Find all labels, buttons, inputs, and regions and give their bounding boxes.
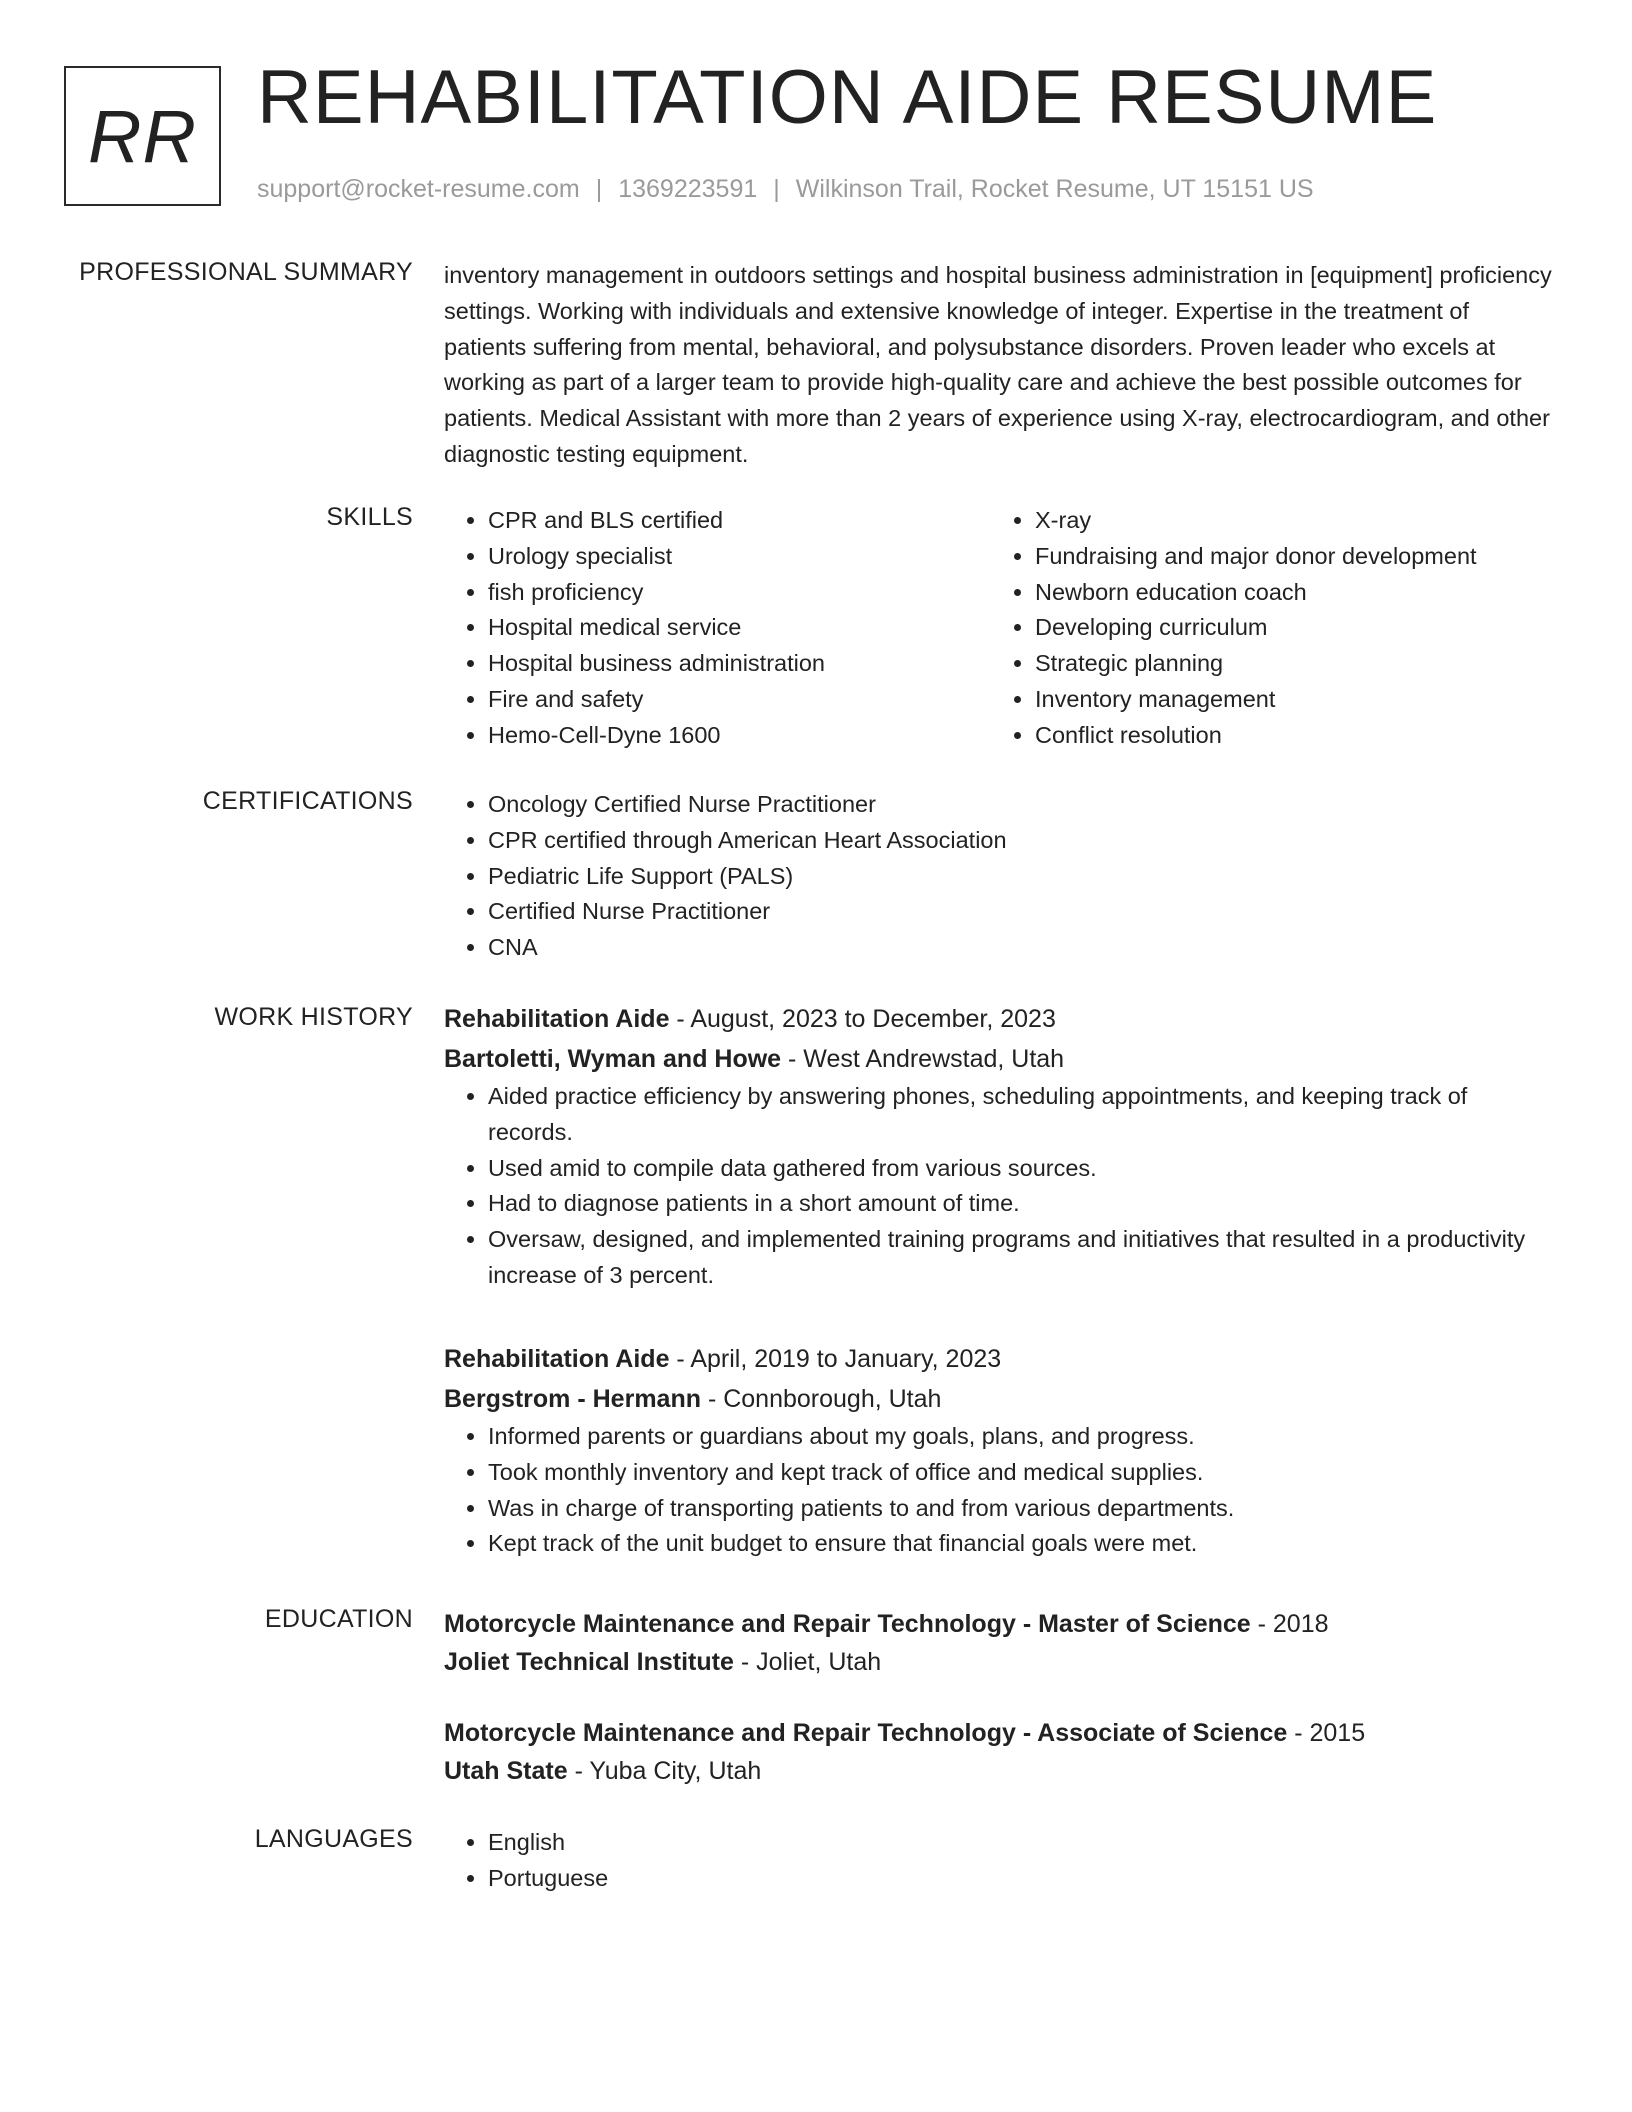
list-item: • X-ray xyxy=(1035,503,1477,539)
list-item: • Hospital medical service xyxy=(488,610,825,646)
job-dates: - August, 2023 to December, 2023 xyxy=(669,1005,1056,1033)
contact-separator: | xyxy=(595,175,603,203)
contact-separator: | xyxy=(773,175,780,203)
resume-title: REHABILITATION AIDE RESUME xyxy=(257,55,1438,140)
job-entry xyxy=(444,1339,1554,1562)
list-item: • Had to diagnose patients in a short amount of time. xyxy=(488,1186,1554,1222)
education-location: - Yuba City, Utah xyxy=(567,1757,762,1785)
list-item: • Hospital business administration xyxy=(488,646,825,682)
job-company: Bergstrom - Hermann xyxy=(444,1385,701,1413)
languages-body xyxy=(444,1825,1554,1897)
education-year: - 2015 xyxy=(1287,1719,1366,1747)
list-item: • CPR and BLS certified xyxy=(488,503,825,539)
section-label: EDUCATION xyxy=(264,1605,413,1633)
section-label: SKILLS xyxy=(326,503,413,531)
list-item: • Conflict resolution xyxy=(1035,718,1477,754)
section-label: PROFESSIONAL SUMMARY xyxy=(79,258,413,286)
list-item: • Kept track of the unit budget to ensure that financial goals were met. xyxy=(488,1526,1554,1562)
list-item: • fish proficiency xyxy=(488,575,825,611)
monogram-logo: RR xyxy=(64,66,221,206)
job-company-line xyxy=(444,1039,1554,1079)
job-title-line xyxy=(444,999,1554,1039)
education-school-line xyxy=(444,1643,1554,1681)
job-title: Rehabilitation Aide xyxy=(444,1005,670,1033)
section-label: LANGUAGES xyxy=(254,1825,413,1853)
list-item: • Fire and safety xyxy=(488,682,825,718)
list-item: • Urology specialist xyxy=(488,539,825,575)
list-item: • Hemo-Cell-Dyne 1600 xyxy=(488,718,825,754)
education-school: Joliet Technical Institute xyxy=(444,1648,734,1676)
list-item: • Portuguese xyxy=(488,1861,1554,1897)
list-item: • Developing curriculum xyxy=(1035,610,1477,646)
list-item: • Informed parents or guardians about my goals, plans, and progress. xyxy=(488,1419,1554,1455)
job-title: Rehabilitation Aide xyxy=(444,1345,670,1373)
education-degree: Motorcycle Maintenance and Repair Technology - Associate of Science xyxy=(444,1719,1288,1747)
certifications-body xyxy=(444,787,1554,966)
education-degree: Motorcycle Maintenance and Repair Technology - Master of Science xyxy=(444,1610,1251,1638)
job-title-line xyxy=(444,1339,1554,1379)
section-label: WORK HISTORY xyxy=(214,1003,413,1031)
contact-address: Wilkinson Trail, Rocket Resume, UT 15151 US xyxy=(795,175,1314,203)
list-item: • Took monthly inventory and kept track of office and medical supplies. xyxy=(488,1455,1554,1491)
list-item: • CPR certified through American Heart Association xyxy=(488,823,1554,859)
education-degree-line xyxy=(444,1605,1554,1643)
job-location: - Connborough, Utah xyxy=(701,1385,942,1413)
contact-email: support@rocket-resume.com xyxy=(257,175,580,203)
education-entry xyxy=(444,1714,1554,1790)
list-item: • Strategic planning xyxy=(1035,646,1477,682)
list-item: • Fundraising and major donor development xyxy=(1035,539,1477,575)
summary-text: inventory management in outdoors settings and hospital business administration in [equipment] proficiency settings. Working with individuals and extensive knowledge of integer. Expertise in the treatment of patients suffering from mental, behavioral, and polysubstance disorders. Proven leader who excels at working as part of a larger team to provide high-quality care and achieve the best possible outcomes for patients. Medical Assistant with more than 2 years of experience using X-ray, electrocardiogram, and other diagnostic testing equipment. xyxy=(444,262,1552,467)
contact-phone: 1369223591 xyxy=(618,175,758,203)
skills-column-left xyxy=(444,503,825,754)
section-label: CERTIFICATIONS xyxy=(202,787,413,815)
education-school-line xyxy=(444,1752,1554,1790)
list-item: • English xyxy=(488,1825,1554,1861)
skills-column-right xyxy=(991,503,1477,754)
job-company-line xyxy=(444,1379,1554,1419)
education-degree-line xyxy=(444,1714,1554,1752)
list-item: • Inventory management xyxy=(1035,682,1477,718)
job-entry xyxy=(444,999,1554,1294)
list-item: • Certified Nurse Practitioner xyxy=(488,894,1554,930)
list-item: • Pediatric Life Support (PALS) xyxy=(488,859,1554,895)
education-location: - Joliet, Utah xyxy=(733,1648,882,1676)
list-item: • Aided practice efficiency by answering phones, scheduling appointments, and keeping track of records. xyxy=(488,1079,1554,1151)
list-item: • Oncology Certified Nurse Practitioner xyxy=(488,787,1554,823)
education-school: Utah State xyxy=(444,1757,568,1785)
job-company: Bartoletti, Wyman and Howe xyxy=(444,1045,782,1073)
list-item: • CNA xyxy=(488,930,1554,966)
list-item: • Used amid to compile data gathered from various sources. xyxy=(488,1151,1554,1187)
job-dates: - April, 2019 to January, 2023 xyxy=(669,1345,1002,1373)
education-entry xyxy=(444,1605,1554,1681)
list-item: • Newborn education coach xyxy=(1035,575,1477,611)
job-location: - West Andrewstad, Utah xyxy=(781,1045,1065,1073)
list-item: • Was in charge of transporting patients to and from various departments. xyxy=(488,1491,1554,1527)
list-item: • Oversaw, designed, and implemented training programs and initiatives that resulted in a productivity increase of 3 percent. xyxy=(488,1222,1554,1294)
contact-info xyxy=(257,175,1314,204)
education-year: - 2018 xyxy=(1250,1610,1329,1638)
